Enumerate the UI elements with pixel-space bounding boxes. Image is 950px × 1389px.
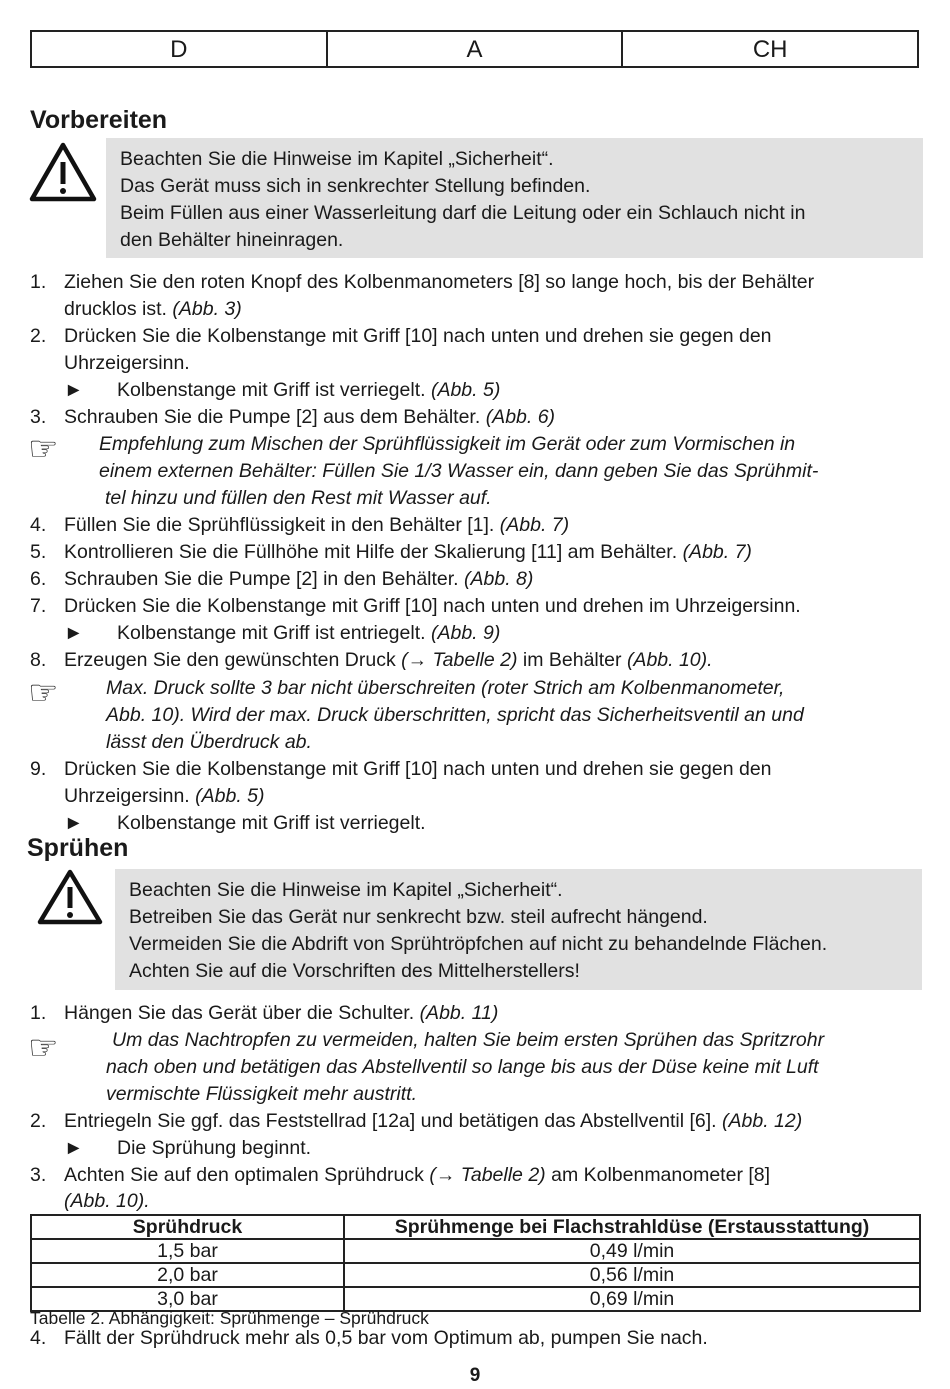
step-text: Achten Sie auf den optimalen Sprühdruck	[64, 1164, 424, 1186]
warning-line: Vermeiden Sie die Abdrift von Sprühtröpfchen auf nicht zu behandelnde Flächen.	[129, 933, 828, 955]
note-line: Empfehlung zum Mischen der Sprühflüssigkeit im Gerät oder zum Vormischen in	[99, 433, 796, 455]
figure-ref: (Abb. 11)	[419, 1002, 499, 1024]
step-number: 8.	[30, 649, 47, 671]
step-result	[64, 1135, 312, 1162]
table-cell: 0,49 l/min	[344, 1239, 920, 1263]
column-header: Sprühdruck	[31, 1215, 344, 1239]
step-text: Schrauben Sie die Pumpe [2] in den Behälter.	[64, 568, 459, 590]
result-text: Die Sprühung beginnt.	[117, 1137, 312, 1159]
country-ch: CH	[621, 32, 917, 66]
step-text: drucklos ist.	[64, 298, 167, 320]
warning-line: Das Gerät muss sich in senkrechter Stellung befinden.	[120, 175, 591, 197]
figure-ref: (Abb. 3)	[172, 298, 242, 320]
step-number: 7.	[30, 595, 47, 617]
warning-line: Beachten Sie die Hinweise im Kapitel „Sicherheit“.	[120, 148, 554, 170]
table-caption: Tabelle 2. Abhängigkeit: Sprühmenge – Sprühdruck	[30, 1308, 429, 1328]
result-arrow-icon: ►	[64, 1137, 84, 1159]
page-number: 9	[469, 1365, 481, 1386]
warning-line: den Behälter hineinragen.	[120, 229, 344, 251]
pointing-hand-icon: ☞	[28, 430, 59, 468]
step-text: Entriegeln Sie ggf. das Feststellrad [12a] und betätigen das Abstellventil [6].	[64, 1110, 717, 1132]
figure-ref: (Abb. 8)	[464, 568, 534, 590]
step-text: Drücken Sie die Kolbenstange mit Griff [10] nach unten und drehen sie gegen den	[64, 325, 772, 347]
figure-ref: (Abb. 7)	[682, 541, 752, 563]
result-arrow-icon: ►	[64, 812, 84, 834]
warning-line: Beim Füllen aus einer Wasserleitung darf die Leitung oder ein Schlauch nicht in	[120, 202, 806, 224]
warning-box-prepare	[106, 138, 923, 258]
note-line: nach oben und betätigen das Abstellventil so lange bis aus der Düse keine mit Luft	[106, 1056, 819, 1078]
step-text: Uhrzeigersinn.	[64, 785, 190, 807]
step-number: 1.	[30, 1002, 47, 1024]
pressure-table	[30, 1214, 921, 1312]
warning-triangle-icon	[36, 868, 104, 926]
note-line: einem externen Behälter: Füllen Sie 1/3 Wasser ein, dann geben Sie das Sprühmit-	[99, 460, 819, 482]
table-header-row	[31, 1215, 920, 1239]
note-line: Um das Nachtropfen zu vermeiden, halten Sie beim ersten Sprühen das Spritzrohr	[112, 1029, 825, 1051]
table-cell: 3,0 bar	[31, 1287, 344, 1311]
pointing-hand-icon: ☞	[28, 1029, 59, 1067]
table-ref: (→ Tabelle 2)	[429, 1164, 546, 1186]
pointing-hand-icon: ☞	[28, 674, 59, 712]
table-row	[31, 1263, 920, 1287]
step-number: 2.	[30, 325, 47, 347]
step-text: Uhrzeigersinn.	[64, 352, 190, 374]
table-cell: 2,0 bar	[31, 1263, 344, 1287]
table-cell: 1,5 bar	[31, 1239, 344, 1263]
step-number: 4.	[30, 1327, 47, 1349]
step-text: Füllen Sie die Sprühflüssigkeit in den Behälter [1].	[64, 514, 495, 536]
section-title-spray: Sprühen	[27, 834, 129, 862]
step-text: im Behälter	[522, 649, 622, 671]
result-text: Kolbenstange mit Griff ist verriegelt.	[117, 812, 426, 834]
step-text: Ziehen Sie den roten Knopf des Kolbenmanometers [8] so lange hoch, bis der Behälter	[64, 271, 815, 293]
figure-ref: (Abb. 5)	[195, 785, 265, 807]
result-arrow-icon: ►	[64, 379, 84, 401]
note-line: tel hinzu und füllen den Rest mit Wasser auf.	[105, 487, 492, 509]
step-text: Kontrollieren Sie die Füllhöhe mit Hilfe der Skalierung [11] am Behälter.	[64, 541, 678, 563]
country-header	[30, 30, 919, 68]
table-ref: (→ Tabelle 2)	[401, 649, 518, 671]
step-number: 3.	[30, 1164, 47, 1186]
warning-line: Achten Sie auf die Vorschriften des Mittelherstellers!	[129, 960, 580, 982]
note-prepare-mixing	[99, 431, 929, 512]
step-number: 3.	[30, 406, 47, 428]
note-prepare-pressure	[106, 675, 926, 756]
warning-line: Beachten Sie die Hinweise im Kapitel „Sicherheit“.	[129, 879, 563, 901]
section-title-prepare: Vorbereiten	[30, 106, 168, 134]
note-line: vermischte Flüssigkeit mehr austritt.	[106, 1083, 418, 1105]
column-header: Sprühmenge bei Flachstrahldüse (Erstausstattung)	[344, 1215, 920, 1239]
step-result	[64, 620, 501, 647]
step-text: Drücken Sie die Kolbenstange mit Griff [10] nach unten und drehen im Uhrzeigersinn.	[64, 595, 801, 617]
country-d: D	[170, 36, 188, 63]
step-text: Hängen Sie das Gerät über die Schulter.	[64, 1002, 415, 1024]
step-result	[64, 810, 426, 837]
figure-ref: (Abb. 9)	[430, 622, 501, 644]
step-number: 9.	[30, 758, 47, 780]
step-result	[64, 377, 501, 404]
step-text: Erzeugen Sie den gewünschten Druck	[64, 649, 396, 671]
warning-line: Betreiben Sie das Gerät nur senkrecht bzw. steil aufrecht hängend.	[129, 906, 708, 928]
figure-ref: (Abb. 5)	[430, 379, 501, 401]
table-cell: 0,69 l/min	[344, 1287, 920, 1311]
note-spray-dripping	[106, 1027, 926, 1108]
note-line: Abb. 10). Wird der max. Druck überschritten, spricht das Sicherheitsventil an und	[106, 704, 804, 726]
note-line: Max. Druck sollte 3 bar nicht überschreiten (roter Strich am Kolbenmanometer,	[106, 677, 785, 699]
table-row	[31, 1239, 920, 1263]
table-cell: 0,56 l/min	[344, 1263, 920, 1287]
step-number: 4.	[30, 514, 47, 536]
step-text: Fällt der Sprühdruck mehr als 0,5 bar vom Optimum ab, pumpen Sie nach.	[64, 1327, 708, 1349]
figure-ref: (Abb. 12)	[722, 1110, 803, 1132]
step-number: 1.	[30, 271, 47, 293]
figure-ref: (Abb. 6)	[485, 406, 556, 428]
figure-ref: (Abb. 10).	[626, 649, 713, 671]
warning-triangle-icon	[28, 141, 98, 203]
figure-ref: (Abb. 7)	[499, 514, 570, 536]
result-arrow-icon: ►	[64, 622, 84, 644]
step-number: 2.	[30, 1110, 47, 1132]
step-text: Schrauben Sie die Pumpe [2] aus dem Behälter.	[64, 406, 481, 428]
step-number: 6.	[30, 568, 47, 590]
step-text: am Kolbenmanometer [8]	[551, 1164, 771, 1186]
figure-ref: (Abb. 10).	[64, 1190, 150, 1212]
country-a: A	[326, 32, 622, 66]
result-text: Kolbenstange mit Griff ist verriegelt.	[117, 379, 426, 401]
note-line: lässt den Überdruck ab.	[106, 731, 312, 753]
step-text: Drücken Sie die Kolbenstange mit Griff [10] nach unten und drehen sie gegen den	[64, 758, 772, 780]
result-text: Kolbenstange mit Griff ist entriegelt.	[117, 622, 426, 644]
warning-box-spray	[115, 869, 922, 990]
step-number: 5.	[30, 541, 47, 563]
